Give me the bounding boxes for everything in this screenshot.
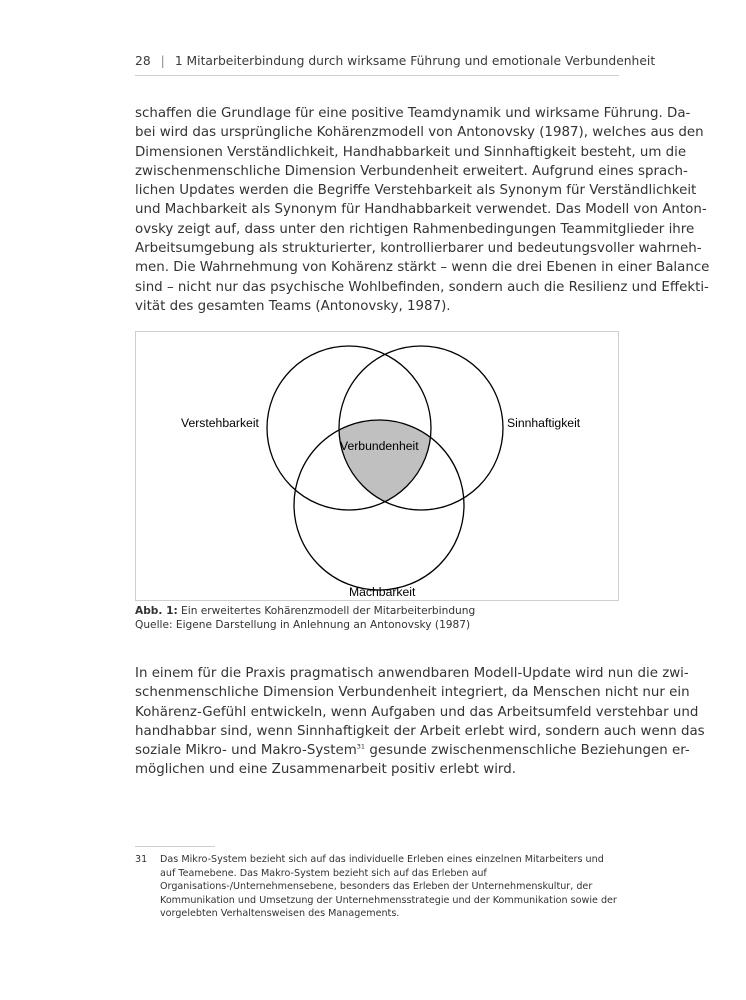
paragraph-line: und Machbarkeit als Synonym für Handhabbarkeit verwendet. Das Modell von Anton- <box>135 202 707 218</box>
label-machbarkeit: Machbarkeit <box>349 585 416 599</box>
label-verbundenheit: Verbundenheit <box>340 439 419 453</box>
header-separator: | <box>160 54 165 68</box>
paragraph-line: Arbeitsumgebung als strukturierter, kontrollierbarer und bedeutungsvoller wahrneh- <box>135 241 702 257</box>
paragraph-line: ovsky zeigt auf, dass unter den richtigen Rahmenbedingungen Teammitglieder ihre <box>135 221 695 237</box>
footnote <box>135 853 619 921</box>
caption-title: Ein erweitertes Kohärenzmodell der Mitarbeiterbindung <box>177 605 476 617</box>
paragraph-line: handhabbar sind, wenn Sinnhaftigkeit der Arbeit erlebt wird, sondern auch wenn das <box>135 723 705 739</box>
line-text: soziale Mikro- und Makro-System <box>135 743 357 759</box>
chapter-title: 1 Mitarbeiterbindung durch wirksame Führung und emotionale Verbundenheit <box>174 54 656 68</box>
footnote-number: 31 <box>135 854 148 865</box>
label-sinnhaftigkeit: Sinnhaftigkeit <box>507 416 581 430</box>
venn-diagram <box>136 332 620 602</box>
paragraph-line: schenmenschliche Dimension Verbundenheit integriert, da Menschen nicht nur ein <box>135 685 690 701</box>
caption-source: Quelle: Eigene Darstellung in Anlehnung an Antonovsky (1987) <box>135 618 471 631</box>
caption-label: Abb. 1: <box>135 605 178 617</box>
footnote-text: Das Mikro-System bezieht sich auf das individuelle Erleben eines einzelnen Mitarbeiters und auf Teamebene. Das Makro-System bezieht sich auf das Erleben auf Organisations-/Unternehmensebene, besonders das Erleben der Unternehmenskultur, der Kommunikation und Umsetzung der Unternehmensstrategie und der Kommunikation sowie der vorgelebten Verhaltensweisen des Managements. <box>160 854 617 919</box>
figure-caption <box>135 605 619 632</box>
running-header <box>135 54 656 68</box>
paragraph-line: schaffen die Grundlage für eine positive Teamdynamik und wirksame Führung. Da- <box>135 106 691 121</box>
paragraph-1 <box>135 104 710 316</box>
header-rule <box>135 75 619 76</box>
label-verstehbarkeit: Verstehbarkeit <box>181 416 259 430</box>
paragraph-2 <box>135 664 705 780</box>
paragraph-line: vität des gesamten Teams (Antonovsky, 1987). <box>135 298 451 314</box>
paragraph-line: sind – nicht nur das psychische Wohlbefinden, sondern auch die Resilienz und Effekti- <box>135 279 709 295</box>
paragraph-line <box>135 741 690 760</box>
paragraph-line: bei wird das ursprüngliche Kohärenzmodell von Antonovsky (1987), welches aus den <box>135 125 704 141</box>
line-text: gesunde zwischenmenschliche Beziehungen er- <box>365 743 690 759</box>
paragraph-line: zwischenmenschliche Dimension Verbundenheit erweitert. Aufgrund eines sprach- <box>135 163 688 179</box>
paragraph-line: men. Die Wahrnehmung von Kohärenz stärkt – wenn die drei Ebenen in einer Balance <box>135 260 710 276</box>
paragraph-line: lichen Updates werden die Begriffe Verstehbarkeit als Synonym für Verständlichkeit <box>135 183 697 199</box>
paragraph-line: In einem für die Praxis pragmatisch anwendbaren Modell-Update wird nun die zwi- <box>135 666 689 681</box>
paragraph-line: Dimensionen Verständlichkeit, Handhabbarkeit und Sinnhaftigkeit besteht, um die <box>135 144 687 160</box>
venn-diagram-figure <box>135 331 619 601</box>
footnote-reference[interactable]: 31 <box>356 742 366 751</box>
page-number: 28 <box>135 54 151 68</box>
paragraph-line: Kohärenz-Gefühl entwickeln, wenn Aufgaben und das Arbeitsumfeld verstehbar und <box>135 704 699 720</box>
paragraph-line: möglichen und eine Zusammenarbeit positiv erlebt wird. <box>135 762 516 778</box>
footnote-rule <box>135 846 215 847</box>
